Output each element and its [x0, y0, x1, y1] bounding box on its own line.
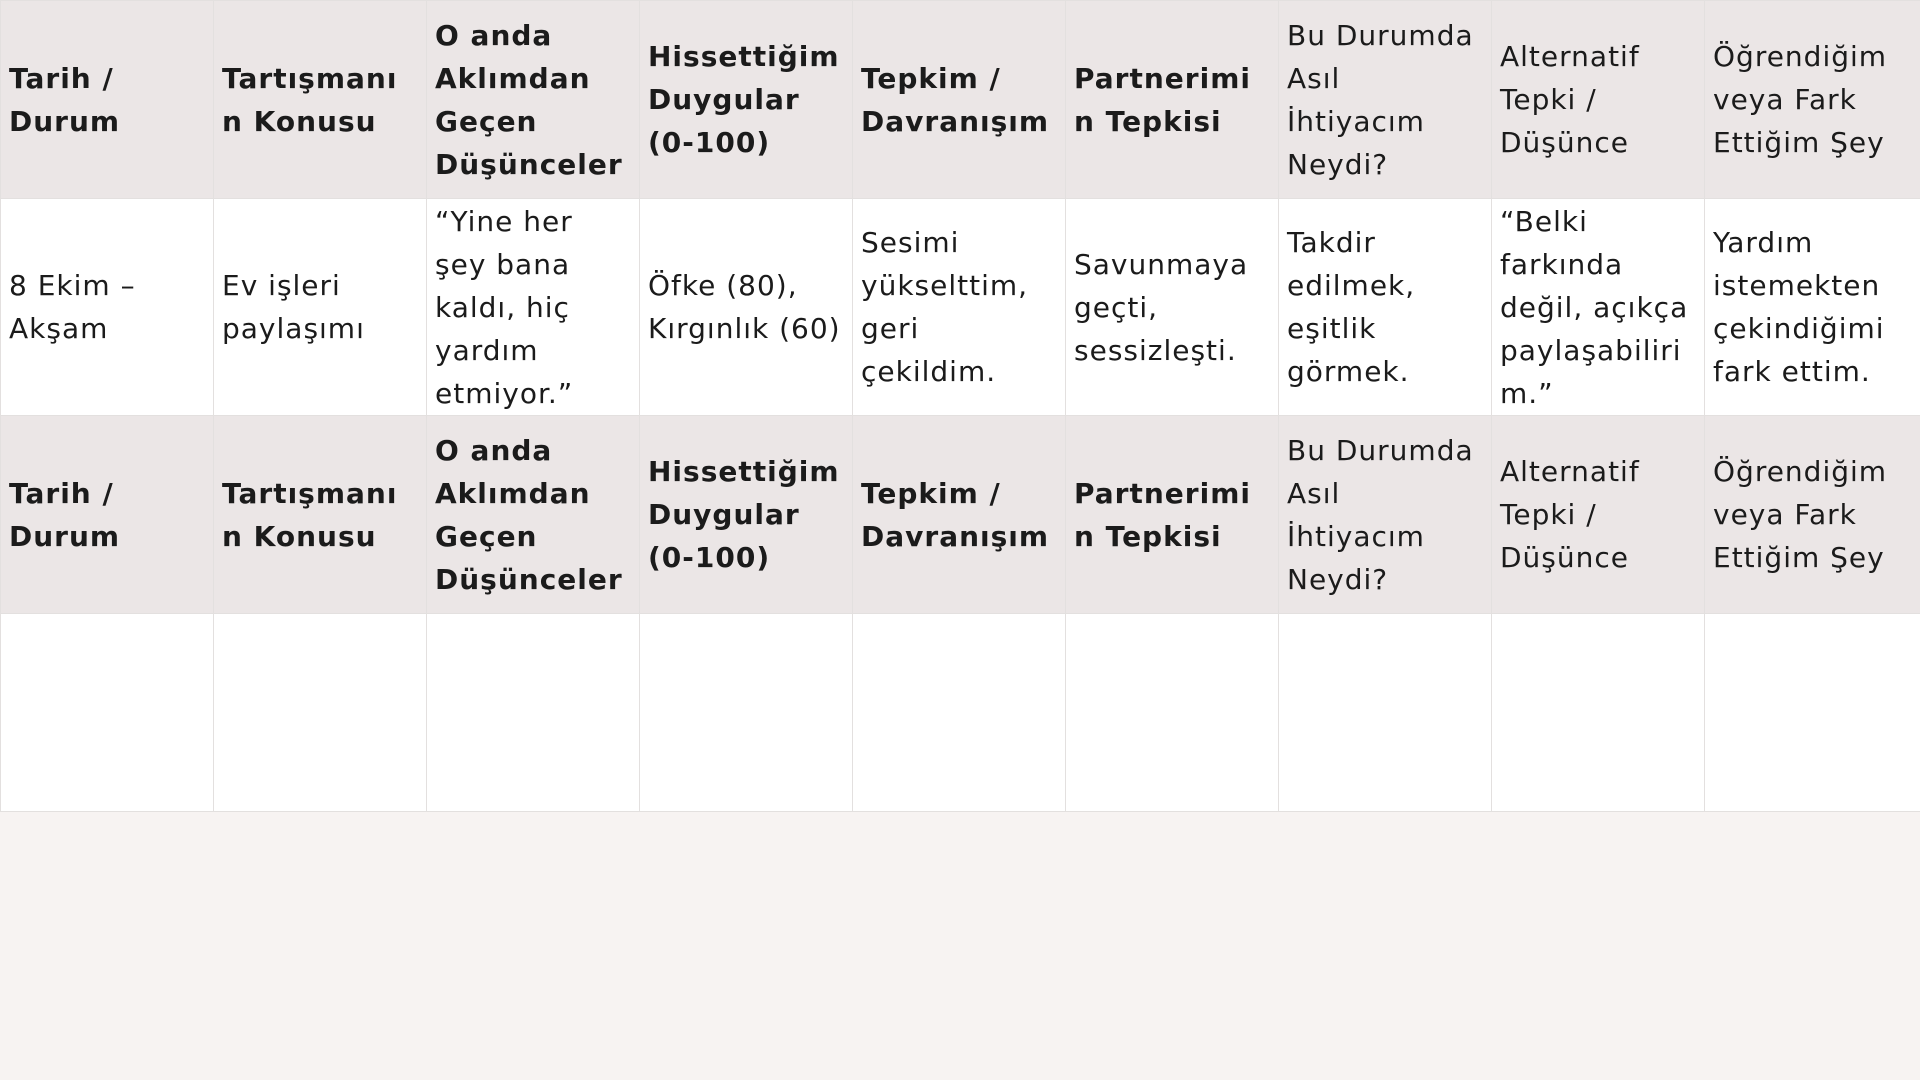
empty-cell-date[interactable] [1, 614, 214, 812]
table-row [1, 199, 1920, 416]
table-row-empty [1, 614, 1920, 812]
empty-cell-reaction[interactable] [853, 614, 1066, 812]
header-cell-reaction: Tepkim / Davranışım [853, 416, 1066, 614]
header-cell-thoughts: O anda Aklımdan Geçen Düşünceler [427, 1, 640, 199]
table-header-row-repeat [1, 416, 1920, 614]
empty-cell-partner-reaction[interactable] [1066, 614, 1279, 812]
cell-feelings: Öfke (80), Kırgınlık (60) [640, 199, 853, 416]
header-cell-date: Tarih / Durum [1, 1, 214, 199]
cell-date: 8 Ekim – Akşam [1, 199, 214, 416]
empty-cell-learned[interactable] [1705, 614, 1920, 812]
header-cell-feelings: Hissettiğim Duygular (0-100) [640, 416, 853, 614]
header-cell-topic: Tartışmanın Konusu [214, 416, 427, 614]
cell-reaction: Sesimi yükselttim, geri çekildim. [853, 199, 1066, 416]
header-cell-topic: Tartışmanın Konusu [214, 1, 427, 199]
cell-alternative: “Belki farkında değil, açıkça paylaşabilirim.” [1492, 199, 1705, 416]
header-cell-alternative: Alternatif Tepki / Düşünce [1492, 416, 1705, 614]
header-cell-partner-reaction: Partnerimin Tepkisi [1066, 416, 1279, 614]
header-cell-feelings: Hissettiğim Duygular (0-100) [640, 1, 853, 199]
cell-learned: Yardım istemekten çekindiğimi fark ettim. [1705, 199, 1920, 416]
header-cell-need: Bu Durumda Asıl İhtiyacım Neydi? [1279, 1, 1492, 199]
empty-cell-thoughts[interactable] [427, 614, 640, 812]
header-cell-learned: Öğrendiğim veya Fark Ettiğim Şey [1705, 1, 1920, 199]
header-cell-partner-reaction: Partnerimin Tepkisi [1066, 1, 1279, 199]
cell-thoughts: “Yine her şey bana kaldı, hiç yardım etmiyor.” [427, 199, 640, 416]
empty-cell-need[interactable] [1279, 614, 1492, 812]
cell-topic: Ev işleri paylaşımı [214, 199, 427, 416]
header-cell-alternative: Alternatif Tepki / Düşünce [1492, 1, 1705, 199]
header-cell-need: Bu Durumda Asıl İhtiyacım Neydi? [1279, 416, 1492, 614]
empty-cell-topic[interactable] [214, 614, 427, 812]
cell-need: Takdir edilmek, eşitlik görmek. [1279, 199, 1492, 416]
cell-partner-reaction: Savunmaya geçti, sessizleşti. [1066, 199, 1279, 416]
header-cell-date: Tarih / Durum [1, 416, 214, 614]
header-cell-reaction: Tepkim / Davranışım [853, 1, 1066, 199]
empty-cell-alternative[interactable] [1492, 614, 1705, 812]
header-cell-thoughts: O anda Aklımdan Geçen Düşünceler [427, 416, 640, 614]
header-cell-learned: Öğrendiğim veya Fark Ettiğim Şey [1705, 416, 1920, 614]
table-header-row [1, 1, 1920, 199]
empty-cell-feelings[interactable] [640, 614, 853, 812]
